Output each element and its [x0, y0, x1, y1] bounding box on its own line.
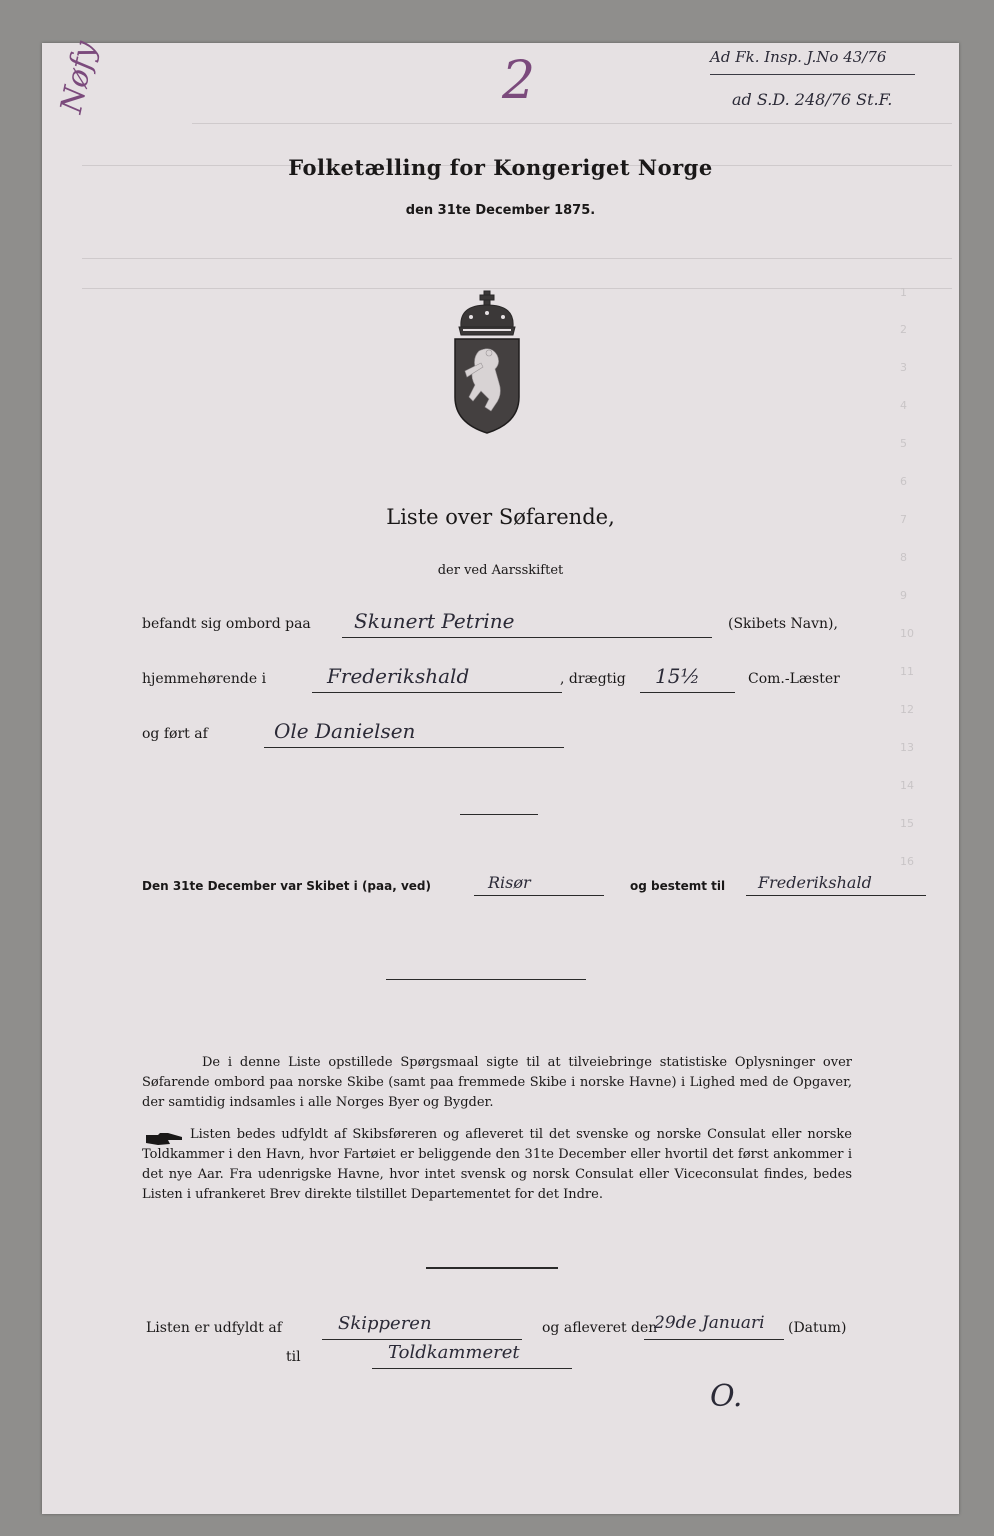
reference-note-line2: ad S.D. 248/76 St.F.: [732, 90, 893, 109]
page-subtitle: den 31te December 1875.: [405, 203, 596, 218]
captain-underline: [264, 747, 564, 748]
home-port-underline: [312, 692, 562, 693]
date-value: 29de Januari: [654, 1313, 765, 1333]
ship-label: befandt sig ombord paa: [142, 616, 311, 632]
filled-by-underline: [322, 1339, 522, 1340]
section-divider-2: [386, 979, 586, 980]
coat-of-arms-emblem: [451, 287, 523, 435]
tonnage-underline: [640, 692, 735, 693]
section-divider-3: [426, 1267, 558, 1269]
reverse-side-bleed: 1 2 3 4 5 6 7 8 9 10 11 12 13 14 15 16: [42, 43, 959, 1514]
home-port-value: Frederikshald: [327, 664, 470, 688]
location-underline: [474, 895, 604, 896]
page-number-handwritten: 2: [502, 51, 536, 111]
destination-label: og bestemt til: [630, 879, 726, 893]
to-value: Toldkammeret: [388, 1342, 520, 1363]
to-underline: [372, 1368, 572, 1369]
census-form-sheet: [42, 38, 959, 1514]
date-underline: [644, 1339, 784, 1340]
location-value: Risør: [488, 873, 531, 892]
filled-by-label: Listen er udfyldt af: [146, 1320, 282, 1336]
delivered-label: og afleveret den: [542, 1320, 658, 1336]
section-divider-1: [460, 814, 538, 815]
tonnage-unit: Com.-Læster: [748, 671, 840, 687]
tonnage-value: 15½: [655, 664, 700, 688]
captain-value: Ole Danielsen: [274, 719, 416, 743]
page-title: Folketælling for Kongeriget Norge: [288, 155, 713, 180]
scrawl-top-left: Nøfy: [54, 38, 104, 117]
location-label: Den 31te December var Skibet i (paa, ved): [142, 879, 431, 893]
initials-mark: O.: [710, 1379, 743, 1414]
destination-value: Frederikshald: [758, 873, 872, 892]
instructions-paragraph-2: Listen bedes udfyldt af Skibsføreren og afleveret til det svenske og norske Consulat eller norske Toldkammer i den Havn, hvor Fartøiet er beliggende den 31te December eller hvortil det først ankommer i det nye Aar. Fra udenrigske Havne, hvor intet svensk og norsk Consulat eller Viceconsulat findes, bedes Listen i ufrankeret Brev direkte tilstillet Departementet for det Indre.: [142, 1127, 852, 1202]
to-label: til: [286, 1349, 301, 1365]
filled-by-value: Skipperen: [338, 1313, 432, 1334]
list-intro: der ved Aarsskiftet: [437, 563, 564, 578]
destination-underline: [746, 895, 926, 896]
reference-note-line1: Ad Fk. Insp. J.No 43/76: [710, 48, 887, 66]
ship-suffix: (Skibets Navn),: [728, 616, 838, 632]
instructions-paragraph-1: De i denne Liste opstillede Spørgsmaal sigte til at tilveiebringe statistiske Oplysninger over Søfarende ombord paa norske Skibe (samt paa fremmede Skibe i norske Havne) i Lighed med de Opgaver, der samtidig indsamles i alle Norges Byer og Bygder.: [142, 1055, 852, 1110]
reference-underline: [710, 74, 915, 75]
ship-name-value: Skunert Petrine: [354, 609, 515, 633]
list-title: Liste over Søfarende,: [386, 505, 615, 529]
ship-underline: [342, 637, 712, 638]
tonnage-label: , drægtig: [560, 671, 626, 687]
home-port-label: hjemmehørende i: [142, 671, 267, 687]
date-suffix: (Datum): [788, 1320, 847, 1336]
captain-label: og ført af: [142, 726, 208, 742]
